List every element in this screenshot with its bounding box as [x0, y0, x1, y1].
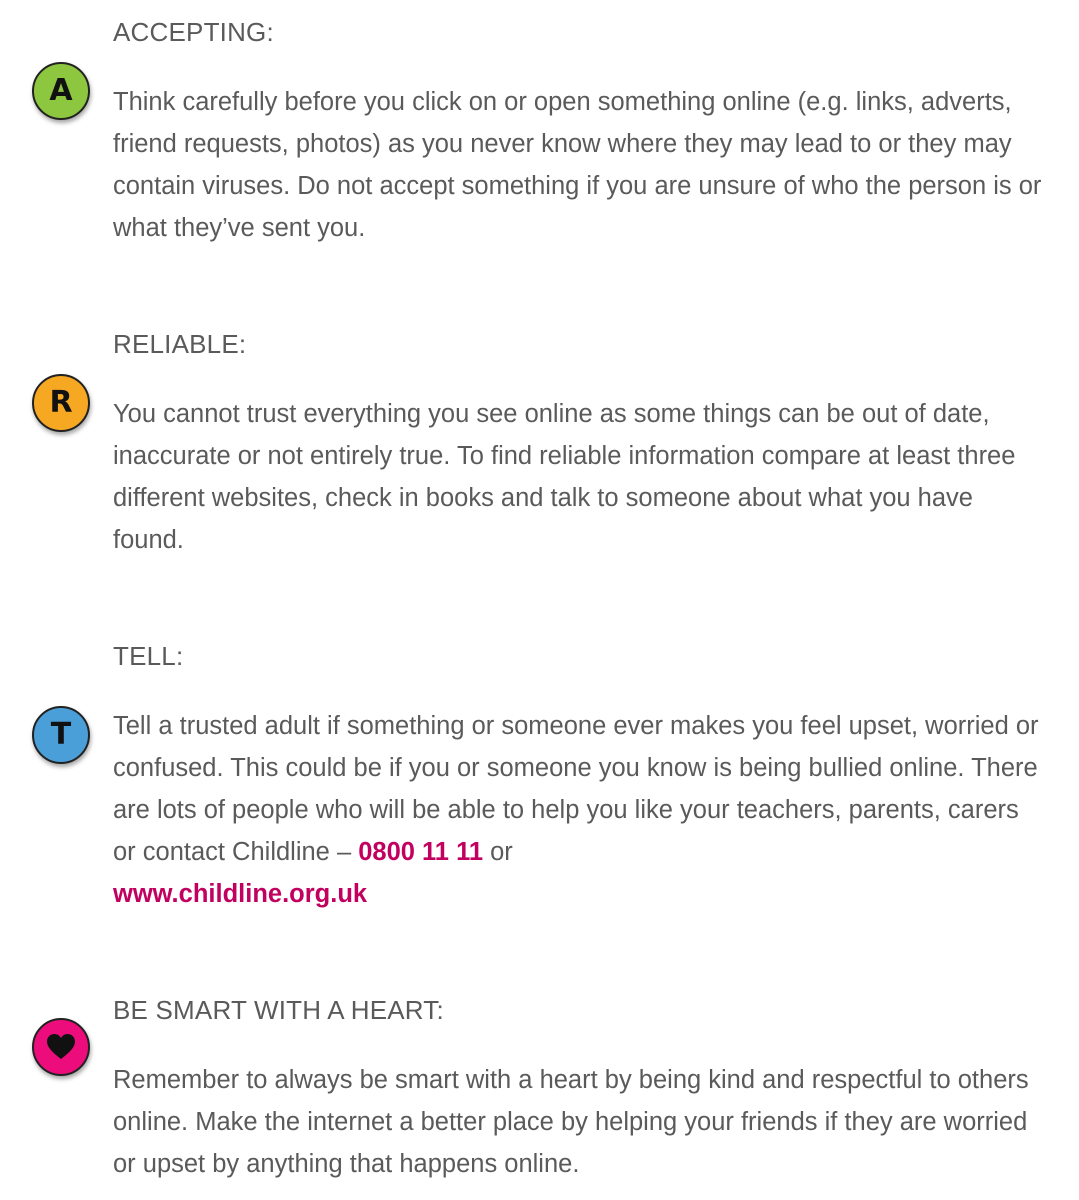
heart-badge [32, 1018, 90, 1076]
section-body: You cannot trust everything you see online as some things can be out of date, inaccurate or not entirely true. To find reliable information compare at least three different websites, check in books and talk to someone about what you have found. [113, 400, 1016, 554]
badge-t-icon [32, 706, 90, 764]
badge-letter: R [49, 385, 73, 420]
section-body: Think carefully before you click on or open something online (e.g. links, adverts, friend requests, photos) as you never know where they may lead to or they may contain viruses. Do not accept something if you are unsure of who the person is or what they’ve sent you. [113, 88, 1042, 242]
childline-website-link[interactable]: www.childline.org.uk [113, 880, 368, 908]
badge-a-icon [32, 62, 90, 120]
badge-letter: A [49, 73, 73, 108]
section-heading: BE SMART WITH A HEART: [113, 995, 444, 1025]
section-heading: RELIABLE: [113, 329, 247, 359]
body-text: Tell a trusted adult if something or someone ever makes you feel upset, worried or confused. This could be if you or someone you know is being bullied online. There are lots of people who will be able to help you like your teachers, parents, carers or contact Childline – [113, 712, 1039, 866]
section-heading: TELL: [113, 641, 184, 671]
badge-r-icon [32, 374, 90, 432]
section-heading: ACCEPTING: [113, 17, 274, 47]
body-text: or [483, 838, 513, 866]
childline-phone-number[interactable]: 0800 11 11 [358, 838, 484, 866]
section-body [113, 705, 1043, 915]
badge-letter: T [50, 717, 72, 752]
heart-icon [46, 1033, 76, 1061]
section-body: Remember to always be smart with a heart by being kind and respectful to others online. Make the internet a better place by helping your friends if they are worried or upset by anything that happens online. [113, 1066, 1029, 1178]
